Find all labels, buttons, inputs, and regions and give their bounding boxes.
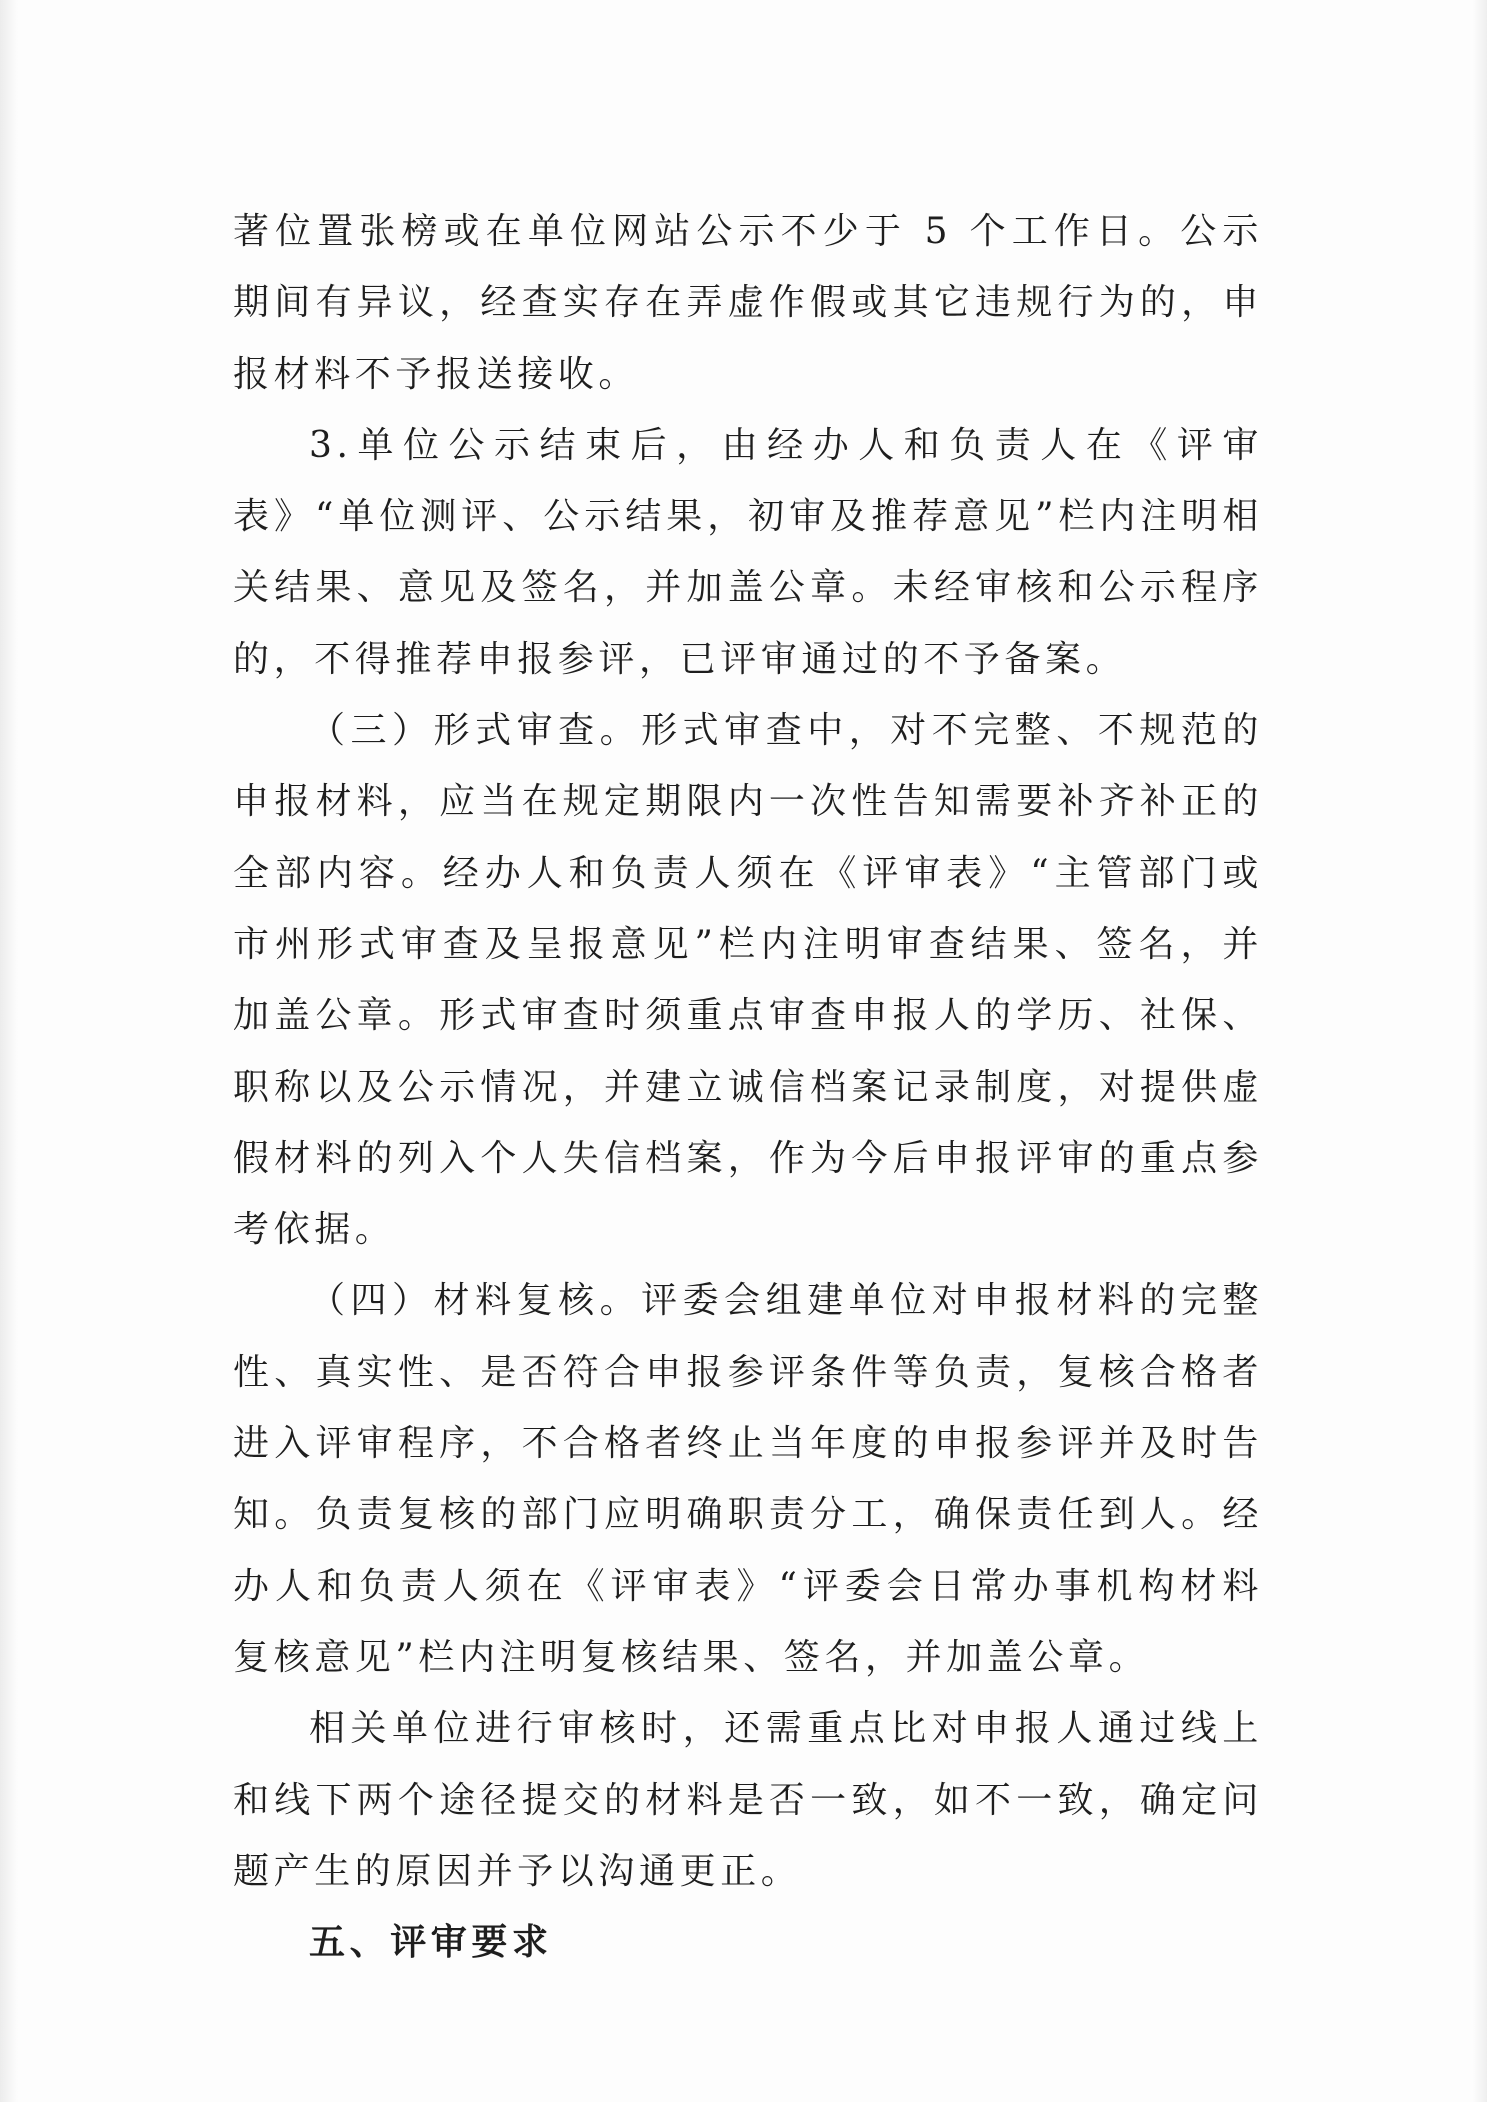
- paragraph-formal-review: （三）形式审查。形式审查中，对不完整、不规范的申报材料，应当在规定期限内一次性告知需要补齐补正的全部内容。经办人和负责人须在《评审表》“主管部门或市州形式审查及呈报意见”栏内注明审查结果、签名，并加盖公章。形式审查时须重点审查申报人的学历、社保、职称以及公示情况，并建立诚信档案记录制度，对提供虚假材料的列入个人失信档案，作为今后申报评审的重点参考依据。: [233, 710, 1263, 1251]
- paragraph-online-offline-check: 相关单位进行审核时，还需重点比对申报人通过线上和线下两个途径提交的材料是否一致，如不一致，确定问题产生的原因并予以沟通更正。: [233, 1708, 1263, 1892]
- scan-edge-left: [0, 0, 18, 2102]
- scan-edge-right: [1473, 0, 1487, 2102]
- paragraph-item-3: 3.单位公示结束后，由经办人和负责人在《评审表》“单位测评、公示结果，初审及推荐意见”栏内注明相关结果、意见及签名，并加盖公章。未经审核和公示程序的，不得推荐申报参评，已评审通过的不予备案。: [233, 424, 1263, 680]
- section-heading-review-requirements: 五、评审要求: [309, 1922, 553, 1964]
- paragraph-publicity-continued: 著位置张榜或在单位网站公示不少于 5 个工作日。公示期间有异议，经查实存在弄虚作假或其它违规行为的，申报材料不予报送接收。: [233, 211, 1263, 395]
- document-body: [233, 196, 1263, 1978]
- paragraph-material-recheck: （四）材料复核。评委会组建单位对申报材料的完整性、真实性、是否符合申报参评条件等负责，复核合格者进入评审程序，不合格者终止当年度的申报参评并及时告知。负责复核的部门应明确职责分工，确保责任到人。经办人和负责人须在《评审表》“评委会日常办事机构材料复核意见”栏内注明复核结果、签名，并加盖公章。: [233, 1280, 1263, 1678]
